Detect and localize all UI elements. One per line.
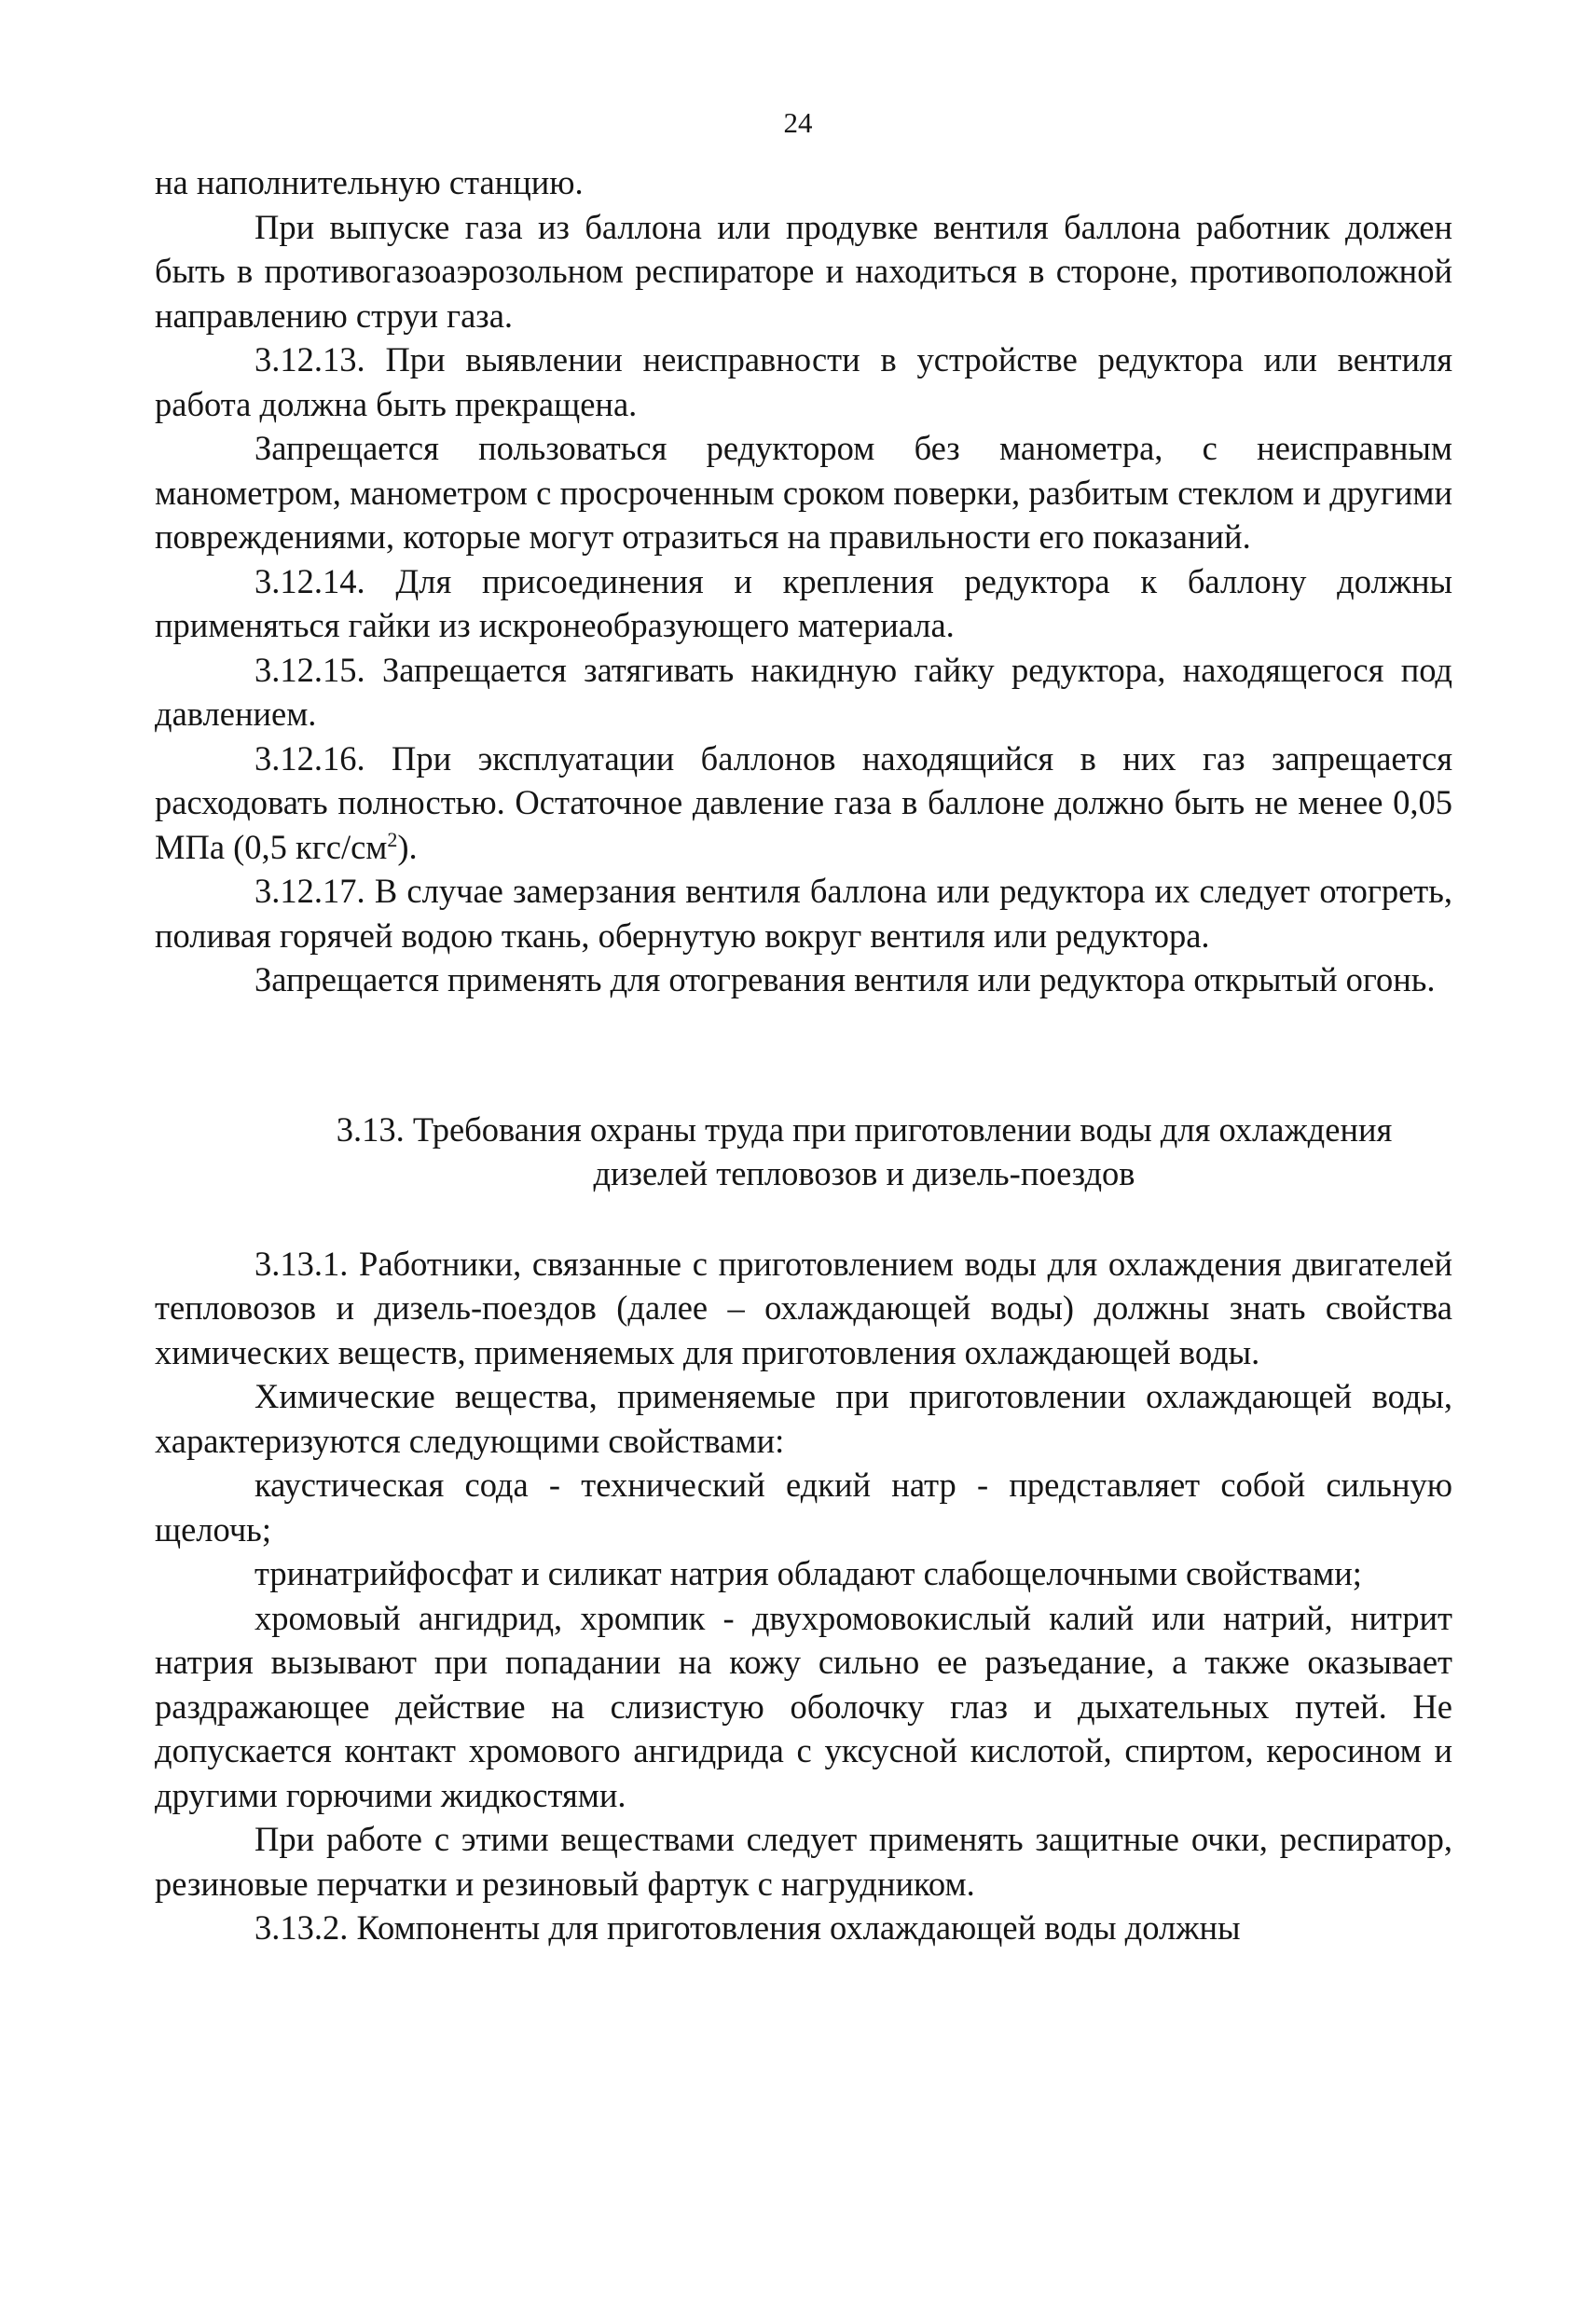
paragraph-reducer-restrictions: Запрещается пользоваться редуктором без манометра, с неисправным манометром, манометром с просроченным сроком поверки, разбитым стеклом и другими повреждениями, которые могут отразиться на правильности его показаний. <box>155 429 1452 556</box>
section-spacer-top <box>155 1002 1452 1108</box>
paragraph-3-13-1: 3.13.1. Работники, связанные с приготовлением воды для охлаждения двигателей тепловозов и дизель-поездов (далее – охлаждающей воды) должны знать свойства химических веществ, применяемых для приготовления охлаждающей воды. <box>155 1244 1452 1371</box>
section-heading-line-1: 3.13. Требования охраны труда при приготовлении воды для охлаждения <box>336 1109 1393 1149</box>
pressure-text: 3.12.16. При эксплуатации баллонов находящийся в них газ запрещается расходовать полностью. Остаточное давление газа в баллоне должно быть не менее 0,05 МПа (0,5 кгс/см <box>155 738 1452 866</box>
paragraph-3-12-14: 3.12.14. Для присоединения и крепления редуктора к баллону должны применяться гайки из искронеобразующего материала. <box>155 561 1452 644</box>
pressure-suffix: ). <box>397 827 418 866</box>
section-heading <box>155 1108 1452 1196</box>
paragraph-3-12-17: 3.12.17. В случае замерзания вентиля баллона или редуктора их следует отогреть, поливая горячей водою ткань, обернутую вокруг вентиля или редуктора. <box>155 872 1452 955</box>
page-number: 24 <box>783 106 813 139</box>
paragraph-trisodium-phosphate: тринатрийфосфат и силикат натрия обладают слабощелочными свойствами; <box>255 1554 1362 1592</box>
pressure-superscript: 2 <box>387 827 398 851</box>
section-heading-line-2: дизелей тепловозов и дизель-поездов <box>593 1154 1135 1192</box>
paragraph-continuation: на наполнительную станцию. <box>155 163 584 201</box>
paragraph-3-12-15: 3.12.15. Запрещается затягивать накидную гайку редуктора, находящегося под давлением. <box>155 650 1452 733</box>
document-body <box>155 160 1452 1950</box>
paragraph-chemical-properties: Химические вещества, применяемые при приготовлении охлаждающей воды, характеризуются следующими свойствами: <box>155 1377 1452 1460</box>
paragraph-3-13-2: 3.13.2. Компоненты для приготовления охлаждающей воды должны <box>255 1908 1241 1947</box>
paragraph-protective-equipment: При работе с этими веществами следует применять защитные очки, респиратор, резиновые перчатки и резиновый фартук с нагрудником. <box>155 1820 1452 1903</box>
paragraph-caustic-soda: каустическая сода - технический едкий натр - представляет собой сильную щелочь; <box>155 1466 1452 1549</box>
paragraph-3-12-16 <box>155 737 1452 870</box>
paragraph-chromic-anhydride: хромовый ангидрид, хромпик - двухромовокислый калий или натрий, нитрит натрия вызывают при попадании на кожу сильно ее разъедание, а также оказывает раздражающее действие на слизистую оболочку глаз и дыхательных путей. Не допускается контакт хромового ангидрида с уксусной кислотой, спиртом, керосином и другими горючими жидкостями. <box>155 1598 1452 1814</box>
section-spacer-bottom <box>155 1196 1452 1242</box>
paragraph-gas-release: При выпуске газа из баллона или продувке вентиля баллона работник должен быть в противогазоаэрозольном респираторе и находиться в стороне, противоположной направлению струи газа. <box>155 207 1452 335</box>
paragraph-open-fire-prohibition: Запрещается применять для отогревания вентиля или редуктора открытый огонь. <box>255 960 1436 998</box>
paragraph-3-12-13: 3.12.13. При выявлении неисправности в устройстве редуктора или вентиля работа должна быть прекращена. <box>155 340 1452 423</box>
